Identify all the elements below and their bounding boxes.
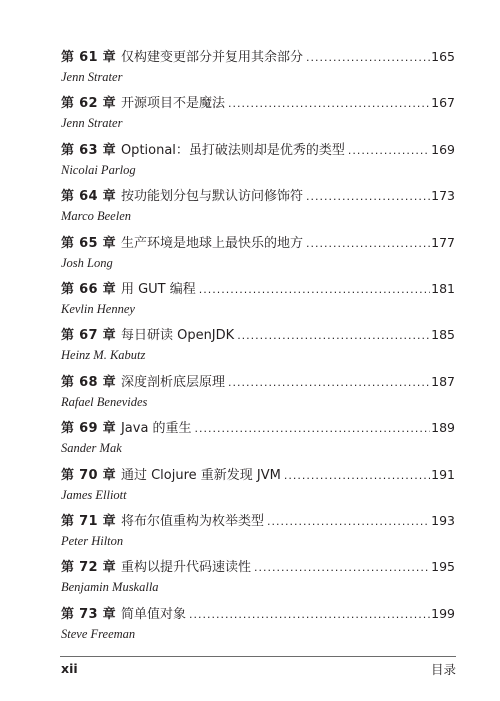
page-number: 185 [431, 327, 455, 343]
chapter-title: 用 GUT 编程 [120, 281, 196, 297]
chapter-author: Peter Hilton [61, 533, 124, 548]
toc-entry[interactable] [61, 141, 455, 187]
page-number: 169 [431, 141, 455, 157]
toc-entry[interactable] [61, 512, 455, 558]
toc-entry[interactable] [61, 234, 455, 280]
dot-leader [189, 606, 430, 624]
chapter-author: Benjamin Muskalla [61, 580, 159, 595]
footer-section-label: 目录 [430, 662, 456, 677]
chapter-title: Java 的重生 [120, 421, 192, 437]
page-number: 173 [431, 188, 455, 204]
chapter-author: Josh Long [61, 255, 113, 270]
toc-entry-line [61, 48, 455, 67]
toc-entry-line [61, 605, 455, 624]
dot-leader [306, 235, 430, 253]
page-number: 165 [431, 49, 455, 64]
toc-entry[interactable] [61, 605, 455, 651]
chapter-number: 第 66 章 [61, 281, 116, 297]
chapter-number: 第 71 章 [61, 513, 116, 529]
chapter-author: Steve Freeman [61, 626, 136, 641]
chapter-author: Kevlin Henney [61, 301, 135, 316]
toc-entry[interactable] [61, 94, 455, 140]
chapter-title: 每日研读 OpenJDK [120, 328, 235, 344]
chapter-author: Sander Mak [61, 441, 122, 456]
page-number: 191 [431, 466, 455, 482]
chapter-author: Nicolai Parlog [61, 162, 136, 177]
dot-leader [306, 49, 430, 67]
chapter-author: James Elliott [61, 487, 127, 502]
table-of-contents [61, 48, 455, 651]
page-number: 193 [431, 512, 455, 528]
dot-leader [267, 513, 430, 531]
chapter-author: Heinz M. Kabutz [61, 348, 146, 363]
dot-leader [284, 467, 430, 485]
page-number: 187 [431, 373, 455, 389]
chapter-title: 将布尔值重构为枚举类型 [120, 513, 264, 529]
footer-divider [60, 656, 456, 657]
chapter-number: 第 65 章 [61, 235, 116, 251]
dot-leader [199, 281, 430, 299]
toc-entry[interactable] [61, 48, 455, 94]
toc-entry-line [61, 94, 455, 113]
chapter-title: 开源项目不是魔法 [120, 96, 225, 112]
toc-entry[interactable] [61, 419, 455, 465]
page-number: 189 [431, 420, 455, 436]
chapter-number: 第 72 章 [61, 560, 116, 576]
toc-entry[interactable] [61, 326, 455, 372]
toc-entry-line [61, 187, 455, 206]
toc-entry[interactable] [61, 466, 455, 512]
chapter-number: 第 62 章 [61, 96, 116, 112]
toc-entry-line [61, 280, 455, 299]
chapter-author: Jenn Strater [61, 70, 123, 84]
chapter-title: 重构以提升代码速读性 [120, 560, 251, 576]
toc-entry-line [61, 466, 455, 485]
dot-leader [254, 559, 430, 577]
chapter-title: 通过 Clojure 重新发现 JVM [120, 467, 281, 483]
chapter-title: 仅构建变更部分并复用其余部分 [120, 50, 303, 65]
toc-entry[interactable] [61, 187, 455, 233]
toc-entry[interactable] [61, 280, 455, 326]
toc-entry-line [61, 558, 455, 577]
dot-leader [306, 188, 430, 206]
page-number: 199 [431, 605, 455, 621]
chapter-number: 第 70 章 [61, 467, 116, 483]
dot-leader [237, 327, 430, 345]
chapter-number: 第 61 章 [61, 50, 116, 65]
chapter-number: 第 73 章 [61, 606, 116, 622]
chapter-number: 第 63 章 [61, 142, 116, 158]
chapter-title: 简单值对象 [120, 606, 186, 622]
page-number: 177 [431, 234, 455, 250]
dot-leader [348, 142, 430, 160]
toc-entry-line [61, 234, 455, 253]
footer-page-number: xii [61, 661, 78, 676]
dot-leader [228, 374, 430, 392]
toc-entry-line [61, 512, 455, 531]
chapter-number: 第 69 章 [61, 421, 116, 437]
page-number: 195 [431, 559, 455, 575]
chapter-author: Rafael Benevides [61, 394, 148, 409]
toc-entry-line [61, 141, 455, 160]
chapter-title: 生产环境是地球上最快乐的地方 [120, 235, 303, 251]
chapter-title: Optional：虽打破法则却是优秀的类型 [120, 142, 345, 158]
toc-entry-line [61, 373, 455, 392]
dot-leader [195, 420, 431, 438]
toc-entry[interactable] [61, 558, 455, 604]
toc-entry[interactable] [61, 373, 455, 419]
page-number: 167 [431, 95, 455, 111]
chapter-number: 第 67 章 [61, 328, 116, 344]
chapter-title: 深度剖析底层原理 [120, 374, 225, 390]
chapter-author: Jenn Strater [61, 116, 123, 131]
page-number: 181 [431, 280, 455, 296]
chapter-number: 第 68 章 [61, 374, 116, 390]
toc-entry-line [61, 326, 455, 345]
chapter-number: 第 64 章 [61, 189, 116, 205]
chapter-author: Marco Beelen [61, 209, 131, 224]
dot-leader [228, 95, 430, 113]
toc-entry-line [61, 419, 455, 438]
chapter-title: 按功能划分包与默认访问修饰符 [120, 189, 303, 205]
